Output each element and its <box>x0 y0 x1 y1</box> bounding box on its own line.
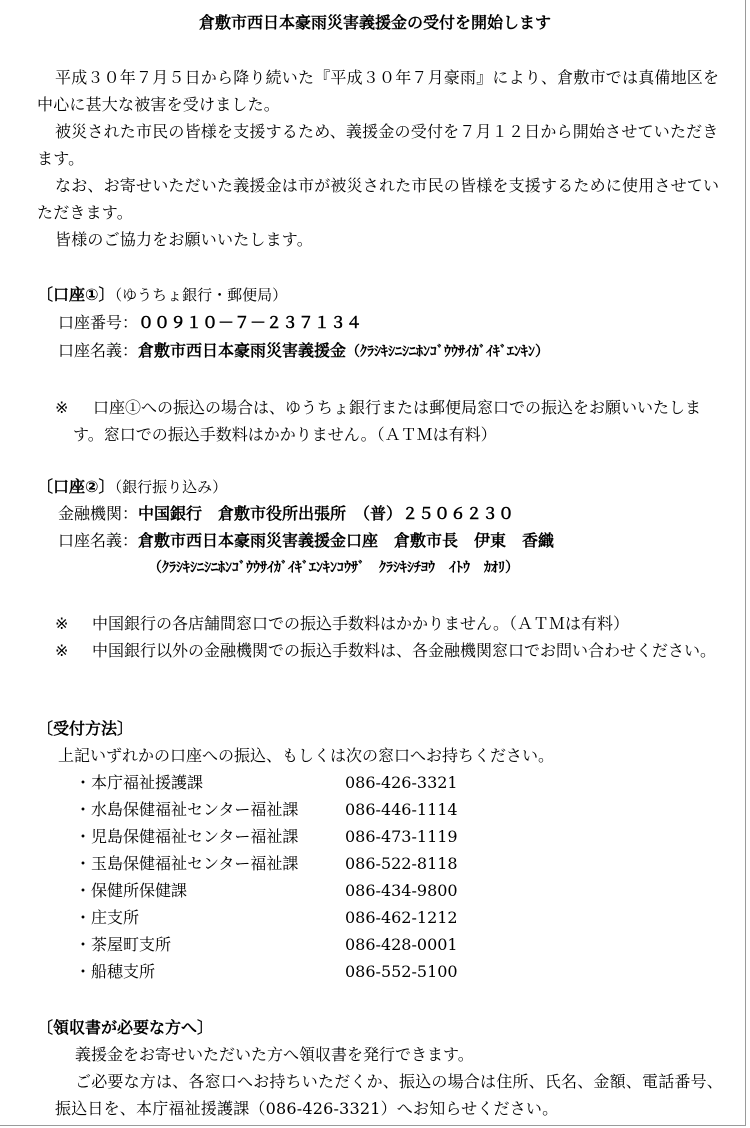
account1-number-row <box>58 312 362 334</box>
account1-number-label: 口座番号： <box>58 313 139 332</box>
office-name: ・庄支所 <box>75 908 140 927</box>
account2-name-row <box>58 530 554 552</box>
receipt-line-1: 義援金をお寄せいただいた方へ領収書を発行できます。 <box>75 1045 474 1064</box>
note-text: 口座①への振込の場合は、ゆうちょ銀行または郵便局窓口での振込をお願いいたします。窓口での振込手数料はかかりません。（ＡＴＭは有料） <box>73 398 702 444</box>
office-name: ・船穂支所 <box>75 962 156 981</box>
intro-paragraph: 平成３０年７月５日から降り続いた『平成３０年７月豪雨』により、倉敷市では真備地区を中心に甚大な被害を受けました。 <box>37 68 720 114</box>
account1-name-value: 倉敷市西日本豪雨災害義援金 <box>138 341 347 360</box>
account1-number-value: ００９１０－７－２３７１３４ <box>138 313 363 332</box>
account2-name-value: 倉敷市西日本豪雨災害義援金口座 倉敷市長 伊東 香織 <box>138 531 555 550</box>
office-name: ・玉島保健福祉センター福祉課 <box>75 854 299 873</box>
office-phone: 086-426-3321 <box>345 773 458 792</box>
receipt-line-2: ご必要な方は、各窓口へお持ちいただくか、振込の場合は住所、氏名、金額、電話番号、振込日を、本庁福祉援護課（086-426-3321）へお知らせください。 <box>55 1072 724 1118</box>
office-phone: 086-428-0001 <box>345 935 458 954</box>
office-phone: 086-434-9800 <box>345 881 458 900</box>
intro-paragraph: 被災された市民の皆様を支援するため、義援金の受付を７月１２日から開始させていただきます。 <box>37 122 719 168</box>
office-name: ・児島保健福祉センター福祉課 <box>75 827 299 846</box>
office-name: ・茶屋町支所 <box>75 935 172 954</box>
account2-bank-value: 中国銀行 倉敷市役所出張所 （普）２５０６２３０ <box>138 504 515 523</box>
receipt-heading: 〔領収書が必要な方へ〕 <box>37 1018 214 1037</box>
note-mark: ※ <box>55 614 69 633</box>
office-phone: 086-446-1114 <box>345 800 458 819</box>
office-name: ・本庁福祉援護課 <box>75 773 204 792</box>
note-text: 中国銀行以外の金融機関での振込手数料は、各金融機関窓口でお問い合わせください。 <box>92 641 717 660</box>
office-phone: 086-522-8118 <box>345 854 458 873</box>
account1-name-row <box>58 340 549 363</box>
account1-name-kana: （ｸﾗｼｷｼﾆｼﾆﾎﾝｺﾞｳｳｻｲｶﾞｲｷﾞｴﾝｷﾝ） <box>346 344 550 360</box>
account2-note-2 <box>55 637 725 664</box>
reception-lead: 上記いずれかの口座への振込、もしくは次の窓口へお持ちください。 <box>58 746 555 765</box>
office-phone: 086-473-1119 <box>345 827 458 846</box>
account1-note <box>55 394 725 448</box>
note-mark: ※ <box>55 641 69 660</box>
office-name: ・保健所保健課 <box>75 881 188 900</box>
account1-heading: 〔口座①〕（ゆうちょ銀行・郵便局） <box>37 285 288 304</box>
intro-section <box>37 64 727 253</box>
account2-name-label: 口座名義： <box>58 531 139 550</box>
note-mark: ※ <box>55 398 69 417</box>
intro-paragraph: 皆様のご協力をお願いいたします。 <box>55 230 313 249</box>
receipt-line-2-wrap <box>55 1068 725 1122</box>
account2-name-kana: （ｸﾗｼｷｼﾆｼﾆﾎﾝｺﾞｳｳｻｲｶﾞｲｷﾞｴﾝｷﾝｺｳｻﾞ ｸﾗｼｷｼﾁﾖｳ ｲﾄｳ ｶｵﾘ） <box>148 560 519 576</box>
account2-bank-row <box>58 503 514 525</box>
office-phone: 086-552-5100 <box>345 962 458 981</box>
page-title: 倉敷市西日本豪雨災害義援金の受付を開始します <box>198 13 551 32</box>
office-name: ・水島保健福祉センター福祉課 <box>75 800 299 819</box>
account2-note-1 <box>55 610 725 637</box>
account2-heading: 〔口座②〕（銀行振り込み） <box>37 477 228 496</box>
account1-name-label: 口座名義： <box>58 341 139 360</box>
account2-bank-label: 金融機関： <box>58 504 139 523</box>
note-text: 中国銀行の各店舗間窓口での振込手数料はかかりません。（ＡＴＭは有料） <box>92 614 629 633</box>
reception-heading: 〔受付方法〕 <box>37 719 134 738</box>
office-phone: 086-462-1212 <box>345 908 458 927</box>
intro-paragraph: なお、お寄せいただいた義援金は市が被災された市民の皆様を支援するために使用させていただきます。 <box>37 176 720 222</box>
